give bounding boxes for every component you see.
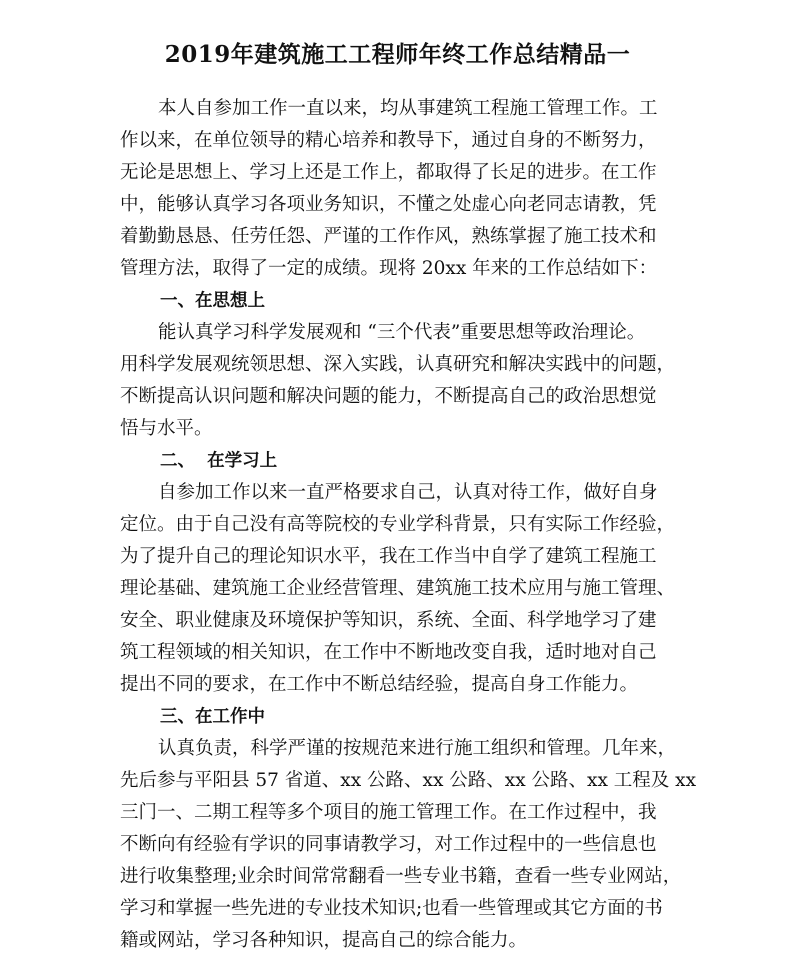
paragraph-line: 先后参与平阳县 57 省道、xx 公路、xx 公路、xx 公路、xx 工程及 xx <box>120 770 697 791</box>
paragraph-line: 理论基础、建筑施工企业经营管理、建筑施工技术应用与施工管理、 <box>120 578 676 599</box>
paragraph-line: 用科学发展观统领思想、深入实践，认真研究和解决实践中的问题， <box>120 354 676 375</box>
paragraph-line: 筑工程领域的相关知识，在工作中不断地改变自我，适时地对自己 <box>120 642 657 663</box>
paragraph-line: 学习和掌握一些先进的专业技术知识;也看一些管理或其它方面的书 <box>120 898 663 919</box>
document-body <box>120 93 700 957</box>
paragraph-line: 本人自参加工作一直以来，均从事建筑工程施工管理工作。工 <box>158 98 658 119</box>
section-heading: 二、 在学习上 <box>160 451 278 471</box>
paragraph-line: 作以来，在单位领导的精心培养和教导下，通过自身的不断努力， <box>120 130 657 151</box>
section-heading: 一、在思想上 <box>160 291 265 311</box>
paragraph-line: 定位。由于自己没有高等院校的专业学科背景，只有实际工作经验， <box>120 514 676 535</box>
paragraph-line: 不断向有经验有学识的同事请教学习，对工作过程中的一些信息也 <box>120 834 657 855</box>
paragraph-line: 安全、职业健康及环境保护等知识，系统、全面、科学地学习了建 <box>120 610 657 631</box>
paragraph-line: 管理方法，取得了一定的成绩。现将 20xx 年来的工作总结如下： <box>120 258 658 279</box>
paragraph-line: 不断提高认识问题和解决问题的能力，不断提高自己的政治思想觉 <box>120 386 657 407</box>
paragraph-line: 能认真学习科学发展观和 “三个代表”重要思想等政治理论。 <box>158 322 646 343</box>
paragraph-line: 三门一、二期工程等多个项目的施工管理工作。在工作过程中，我 <box>120 802 657 823</box>
paragraph-line: 籍或网站，学习各种知识，提高自己的综合能力。 <box>120 930 528 951</box>
paragraph-line: 提出不同的要求，在工作中不断总结经验，提高自身工作能力。 <box>120 674 639 695</box>
paragraph-line: 为了提升自己的理论知识水平，我在工作当中自学了建筑工程施工 <box>120 546 657 567</box>
paragraph-line: 中，能够认真学习各项业务知识，不懂之处虚心向老同志请教，凭 <box>120 194 657 215</box>
section-heading: 三、在工作中 <box>160 707 265 727</box>
document-title: 2019年建筑施工工程师年终工作总结精品一 <box>164 41 631 68</box>
paragraph-line: 认真负责，科学严谨的按规范来进行施工组织和管理。几年来， <box>158 738 677 759</box>
paragraph-line: 自参加工作以来一直严格要求自己，认真对待工作，做好自身 <box>158 482 658 503</box>
paragraph-line: 无论是思想上、学习上还是工作上，都取得了长足的进步。在工作 <box>120 162 657 183</box>
paragraph-line: 进行收集整理;业余时间常常翻看一些专业书籍，查看一些专业网站， <box>120 866 682 887</box>
paragraph-line: 着勤勤恳恳、任劳任怨、严谨的工作作风，熟练掌握了施工技术和 <box>120 226 657 247</box>
paragraph-line: 悟与水平。 <box>120 418 213 439</box>
